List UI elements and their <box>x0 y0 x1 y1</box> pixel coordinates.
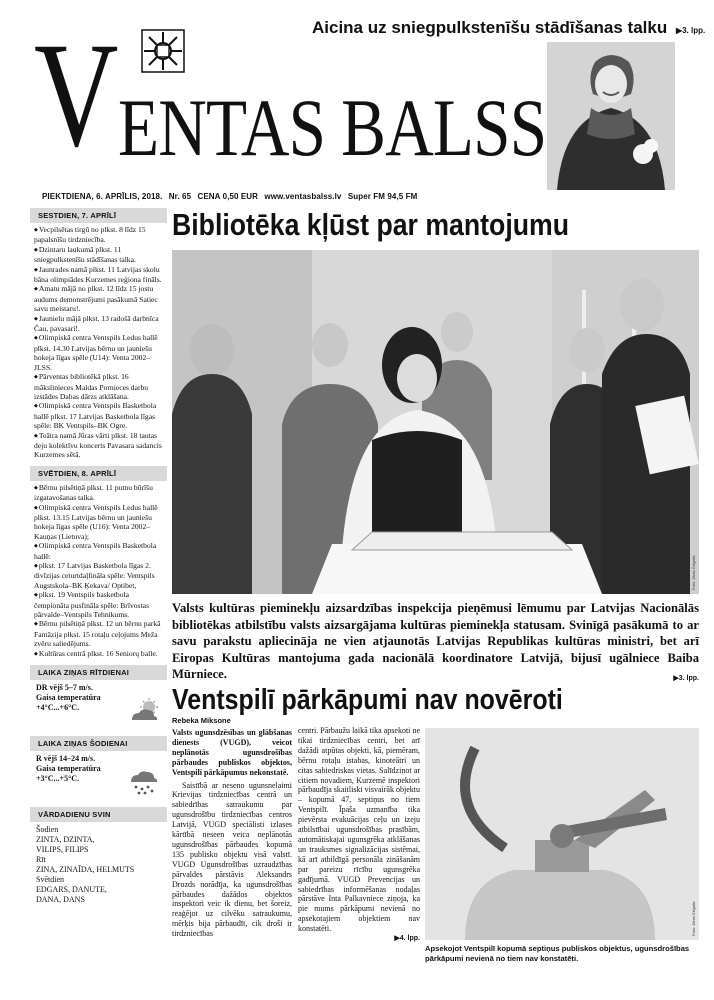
temp-tomorrow: +4°C...+6°C. <box>36 703 80 713</box>
weather-tomorrow <box>30 680 167 736</box>
sunday-events <box>30 481 167 661</box>
story1-headline[interactable]: Bibliotēka kļūst par mantojumu <box>172 207 569 242</box>
event-item: ◆ Olimpiskā centra Ventspils Ledus hallē plkst. 13.15 Latvijas bērnu un jauniešu hokeja līgas spēle (U16): Venta 2002–Kauņas (Lietuva); <box>34 503 165 542</box>
dateline <box>42 192 421 201</box>
story2-intro: Valsts ugunsdzēsības un glābšanas dienests (VUGD), veicot neplānotās ugunsdrošības pārbaudes publiskos objektos, Ventspilī pārkāpumus nekonstatē. <box>172 728 292 777</box>
namedays-heading: VĀRDADIENU SVIN <box>30 807 167 822</box>
promo-teaser[interactable] <box>312 18 705 38</box>
event-item: ◆ Vecpilsētas tirgū no plkst. 8 līdz 15 papalsnīšu tirdzniecība. <box>34 225 165 245</box>
woman-with-flowers-image <box>547 42 675 190</box>
nameday-line: DANA, DANS <box>36 895 85 905</box>
event-item: ◆ Olimpiskā centra Ventspils Ledus hallē plkst. 14.30 Latvijas bērnu un jauniešu hokeja līgas spēle (U14): Venta 2002–JLSS. <box>34 333 165 372</box>
emblem-icon <box>140 28 186 74</box>
nameday-line: Svētdien <box>36 875 64 885</box>
nameday-line: VILIPS, FILIPS <box>36 845 89 855</box>
wind-today: R vējš 14–24 m/s. <box>36 754 96 764</box>
story2-page-ref[interactable]: ▶4. lpp. <box>394 935 420 943</box>
nameday-line: Šodien <box>36 825 59 835</box>
partly-cloudy-icon <box>127 698 161 724</box>
nameday-line: ZINA, ZINAĪDA, HELMUTS <box>36 865 135 875</box>
event-item: ◆ plkst. 19 Ventspils basketbola čempionāta pusfināla spēle: Brīvostas pārvalde–Ventspils Tehnikums. <box>34 590 165 619</box>
issue-date: PIEKTDIENA, 6. APRĪLIS, 2018. <box>42 192 163 201</box>
nameday-line: EDGARS, DANUTE, <box>36 885 107 895</box>
temp-label-today: Gaisa temperatūra <box>36 764 101 774</box>
weather-today <box>30 751 167 807</box>
event-item: ◆ Olimpiskā centra Ventspils Basketbola hallē plkst. 17 Latvijas Basketbola līgas spēle: BK Ventspils–BK Ogre. <box>34 401 165 430</box>
hero-photo[interactable] <box>547 42 675 190</box>
logo-wordmark: ENTAS BALSS <box>118 82 547 173</box>
event-item: ◆ Jaunrades namā plkst. 11 Latvijas skolu bāna olimpiādes Kurzemes reģiona fināls. <box>34 265 165 285</box>
story2-body-1: Saistībā ar neseno ugunsnelaimi Krievijas tirdzniecības centrā un sabiedrības satraukumu par ugunsdrošību tirdzniecības centros Latvijā, VUGD speciālisti izlases kārtībā neseen veica neplānotās ugunsdrošības pārbaudes kopumā 135 publisko objektu visā valstī. VUGD Ugunsdrošības uzraudzības pārvaldes pārstāvis Aleksandrs Drozds norādīja, ka ugunsdrošības pārbaudes dažādos objektos inspektori veic ik dienu, bet šoreiz, reaģējot uz cilvēku satraukumu, mērķis bija pārbaudīt, cik droši ir tirdzniecības <box>172 780 292 939</box>
website-link[interactable]: www.ventasbalss.lv <box>264 192 342 201</box>
event-item: ◆ Bērnu pilsētiņā plkst. 12 un bērnu parkā Fantāzija plkst. 15 rotaļu ceļojums Meža zvēru saliedējums. <box>34 619 165 648</box>
issue-price: CENA 0,50 EUR <box>197 192 259 201</box>
photo1-credit: Foto: Jānis Grīgalis <box>691 555 696 590</box>
masthead <box>0 0 714 201</box>
story2-headline[interactable]: Ventspilī pārkāpumi nav novēroti <box>172 684 563 716</box>
story2-body-2: centri. Pārbaužu laikā tika apsekoti ne tikai tirdzniecības centri, bet arī dažādi atpūtas objekti, kā, piemēram, bērnu rotaļu istabas, kinoteātri un citas sabiedriskas vietas. Salīdzinot ar citiem novadiem, Kurzemē inspektori pārbaudīja skaitliski visvairāk objektu – kopumā 47, septiņus no tiem Ventspilī. Īpaša uzmanība tika pievērsta evakuācijas ceļu un izeju atbilstībai ugunsdrošības prasībām, automātiskajai ugunsgrēka atklāšanas un trauksmes signalizācijas sistēmai, kā arī atbildīgā personāla zināšanām par pareizu rīcību ugunsgrēka gadījumā. VUGD Prevencijas un sabiedrības informēšanas nodaļas pārstāve Inta Palkavniece ziņoja, ka pie mums pārkāpumi nevienā no apsekotajiem objektiem nav konstatēti. <box>298 726 420 934</box>
event-item: ◆ Teātra namā Jūras vārti plkst. 18 tautas deju kolektīvu koncerts Pavasara sadancis Kurzemes sētā. <box>34 431 165 460</box>
library-signing-image <box>172 250 699 594</box>
saturday-heading: SESTDIEN, 7. APRĪLĪ <box>30 208 167 223</box>
event-item: ◆ plkst. 17 Latvijas Basketbola līgas 2. divīzijas ceturtdaļfināla spēle: Ventspils Augstskola–BK Ķekava/ Optibet, <box>34 561 165 590</box>
event-item: ◆ Dzintaru laukumā plkst. 11 sniegpulkstenīšu stādīšanas talka. <box>34 245 165 265</box>
namedays-list <box>30 822 167 907</box>
wind-tomorrow: DR vējš 5–7 m/s. <box>36 683 93 693</box>
logo-letter-v: V <box>34 12 119 178</box>
weather-tomorrow-heading: LAIKA ZIŅAS RĪTDIENAI <box>30 665 167 680</box>
temp-label-tomorrow: Gaisa temperatūra <box>36 693 101 703</box>
event-item: ◆ Jaunielu mājā plkst. 13 radošā darbnīca Čau, pavasari!. <box>34 314 165 334</box>
radio-info: Super FM 94,5 FM <box>347 192 418 201</box>
story1-photo[interactable] <box>172 250 699 594</box>
weather-today-heading: LAIKA ZIŅAS ŠODIENAI <box>30 736 167 751</box>
snow-cloud-icon <box>127 769 161 795</box>
saturday-events <box>30 223 167 462</box>
story2-photo[interactable] <box>425 728 699 940</box>
story1-lead <box>172 600 699 688</box>
issue-number: Nr. 65 <box>168 192 192 201</box>
nameday-line: Rīt <box>36 855 46 865</box>
event-item: ◆ Amatu mājā no plkst. 12 līdz 15 jostu audums demonstrējumi pasākumā Satiec savu meistaru!. <box>34 284 165 313</box>
photo2-credit: Foto: Jānis Grīgalis <box>691 901 696 936</box>
events-sidebar <box>30 208 167 978</box>
story2-column-1 <box>172 728 292 939</box>
event-item: ◆ Olimpiskā centra Ventspils Basketbola hallē: <box>34 541 165 561</box>
story2-byline: Rebeka Miksone <box>172 716 231 725</box>
event-item: ◆ Pārventas bibliotēkā plkst. 16 mākslinieces Maldas Pornieces darbu izstādes Dabas dārzs atklāšana. <box>34 372 165 401</box>
promo-page-ref: ▶3. lpp. <box>675 26 706 35</box>
event-item: ◆ Bērnu pilsētiņā plkst. 11 putnu būrīšu izgatavošanas talka. <box>34 483 165 503</box>
story1-lead-text: Valsts kultūras pieminekļu aizsardzības inspekcija pieņēmusi lēmumu par Latvijas Nacionālās bibliotēkas atbilstību valsts aizsargājama kultūras pieminekļa statusam. Svinīgā pasākumā to ar savu parakstu apliecināja ne vien atjaunotās Latvijas Republikas kultūras ministri, bet arī Eiropas Kultūras mantojuma gada nacionālā koordinatore Latvijā, bijusī ugālniece Baiba Mūrniece. <box>172 601 699 682</box>
temp-today: +3°C...+5°C. <box>36 774 80 784</box>
promo-text: Aicina uz sniegpulkstenīšu stādīšanas talku <box>312 18 668 37</box>
fire-extinguisher-image <box>425 728 699 940</box>
story2-caption: Apsekojot Ventspilī kopumā septiņus publiskos objektus, ugunsdrošības pārkāpumi nevienā no tiem nav konstatēti. <box>425 944 690 963</box>
story1-page-ref[interactable]: ▶3. lpp. <box>673 675 699 683</box>
nameday-line: ZINTA, DZINTA, <box>36 835 95 845</box>
sunday-heading: SVĒTDIEN, 8. APRĪLĪ <box>30 466 167 481</box>
event-item: ◆ Kultūras centrā plkst. 16 Seniorų balle. <box>34 649 165 659</box>
story2-column-2 <box>298 726 420 944</box>
